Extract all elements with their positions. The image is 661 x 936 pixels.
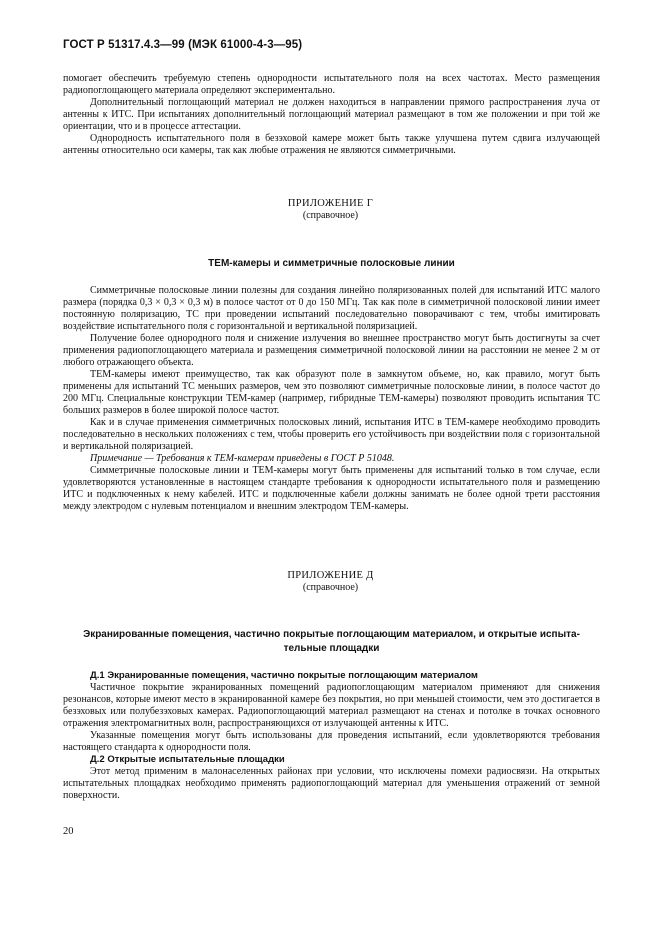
appendix-d-heading-line-2: тельные площадки	[283, 643, 380, 654]
appendix-g-title: ПРИЛОЖЕНИЕ Г	[287, 198, 374, 209]
appendix-g-note: Примечание — Требования к ТЕМ-камерам приведены в ГОСТ Р 51048.	[90, 453, 395, 464]
appendix-d-subtitle: (справочное)	[302, 582, 359, 593]
appendix-d-heading	[63, 628, 600, 656]
appendix-g-paragraph-4: Как и в случае применения симметричных полосковых линий, испытания ИТС в ТЕМ-камере необходимо проводить последовательно в нескольких положениях с тем, чтобы проверить его устойчивость при воздействии поля с горизонтальной и вертикальной поляризацией.	[63, 417, 600, 452]
standard-header: ГОСТ Р 51317.4.3—99 (МЭК 61000-4-3—95)	[63, 39, 303, 51]
appendix-g-paragraph-2: Получение более однородного поля и снижение излучения во внешнее пространство могут быть достигнуты за счет применения радиопоглощающего материала и размещения симметричной полосковой линии на расстоянии не менее 2 м от любого отражающего объекта.	[63, 333, 600, 368]
appendix-g-heading: ТЕМ-камеры и симметричные полосковые линии	[208, 258, 455, 269]
appendix-g-paragraph-1: Симметричные полосковые линии полезны для создания линейно поляризованных полей для испытаний ИТС малого размера (порядка 0,3 × 0,3 × 0,3 м) в полосе частот от 0 до 150 МГц. Так как поле в симметричной полосковой линии имеет постоянную поляризацию, ТС при проведении испытаний последовательно поворачивают с тем, чтобы имитировать воздействие испытательного поля с горизонтальной и вертикальной поляризацией.	[63, 285, 600, 332]
intro-paragraph-3: Однородность испытательного поля в безэховой камере может быть также улучшена путем сдвига излучающей антенны относительно оси камеры, так как любые отражения не являются симметричными.	[63, 133, 600, 156]
page-number: 20	[63, 826, 74, 837]
appendix-d-text	[63, 670, 600, 802]
appendix-d-title: ПРИЛОЖЕНИЕ Д	[287, 570, 374, 581]
intro-paragraph-2: Дополнительный поглощающий материал не должен находиться в направлении прямого распространения луча от антенны к ИТС. При испытаниях дополнительный поглощающий материал размещают в том же положении и при той же ориентации, что и в процессе аттестации.	[63, 97, 600, 132]
section-d1-title: Д.1 Экранированные помещения, частично покрытые поглощающим материалом	[90, 670, 478, 681]
section-d2-title: Д.2 Открытые испытательные площадки	[90, 754, 285, 765]
appendix-g-paragraph-3: ТЕМ-камеры имеют преимущество, так как образуют поле в замкнутом объеме, но, как правило, могут быть применены для испытаний ТС меньших размеров, чем это позволяют симметричные полосковые линии, в полосе частот до 200 МГц. Специальные конструкции ТЕМ-камер (например, гибридные ТЕМ-камеры) позволяют проводить испытания ТС больших размеров в более широкой полосе частот.	[63, 369, 600, 416]
appendix-g-paragraph-5: Симметричные полосковые линии и ТЕМ-камеры могут быть применены для испытаний только в том случае, если удовлетворяются установленные в настоящем стандарте требования к однородности испытательного поля и размещению ИТС и подключенных к нему кабелей. ИТС и подключенные кабели должны занимать не более одной трети расстояния между электродом с нулевым потенциалом и внешним электродом ТЕМ-камеры.	[63, 465, 600, 512]
section-d1-paragraph-2: Указанные помещения могут быть использованы для проведения испытаний, если удовлетворяются требования настоящего стандарта к однородности поля.	[63, 730, 600, 753]
appendix-d-heading-line-1: Экранированные помещения, частично покрытые поглощающим материалом, и открытые испыта-	[83, 629, 580, 640]
section-d2-paragraph-1: Этот метод применим в малонаселенных районах при условии, что исключены помехи радиосвязи. На открытых испытательных площадках необходимо применять радиопоглощающий материал для уменьшения отражений от земной поверхности.	[63, 766, 600, 801]
appendix-g-text	[63, 285, 600, 513]
intro-text	[63, 73, 600, 157]
section-d1-paragraph-1: Частичное покрытие экранированных помещений радиопоглощающим материалом применяют для снижения резонансов, которые имеют место в экранированной камере без покрытия, но при меньшей стоимости, чем это достигается в безэховых или полубезэховых камерах. Радиопоглощающий материал размещают на стенах и потолке в точках основного отражения электромагнитных волн, распространяющихся от излучающей антенны к ИТС.	[63, 682, 600, 729]
appendix-g-subtitle: (справочное)	[302, 210, 359, 221]
intro-paragraph-1: помогает обеспечить требуемую степень однородности испытательного поля на всех частотах. Место размещения радиопоглощающего материала определяют экспериментально.	[63, 73, 600, 96]
